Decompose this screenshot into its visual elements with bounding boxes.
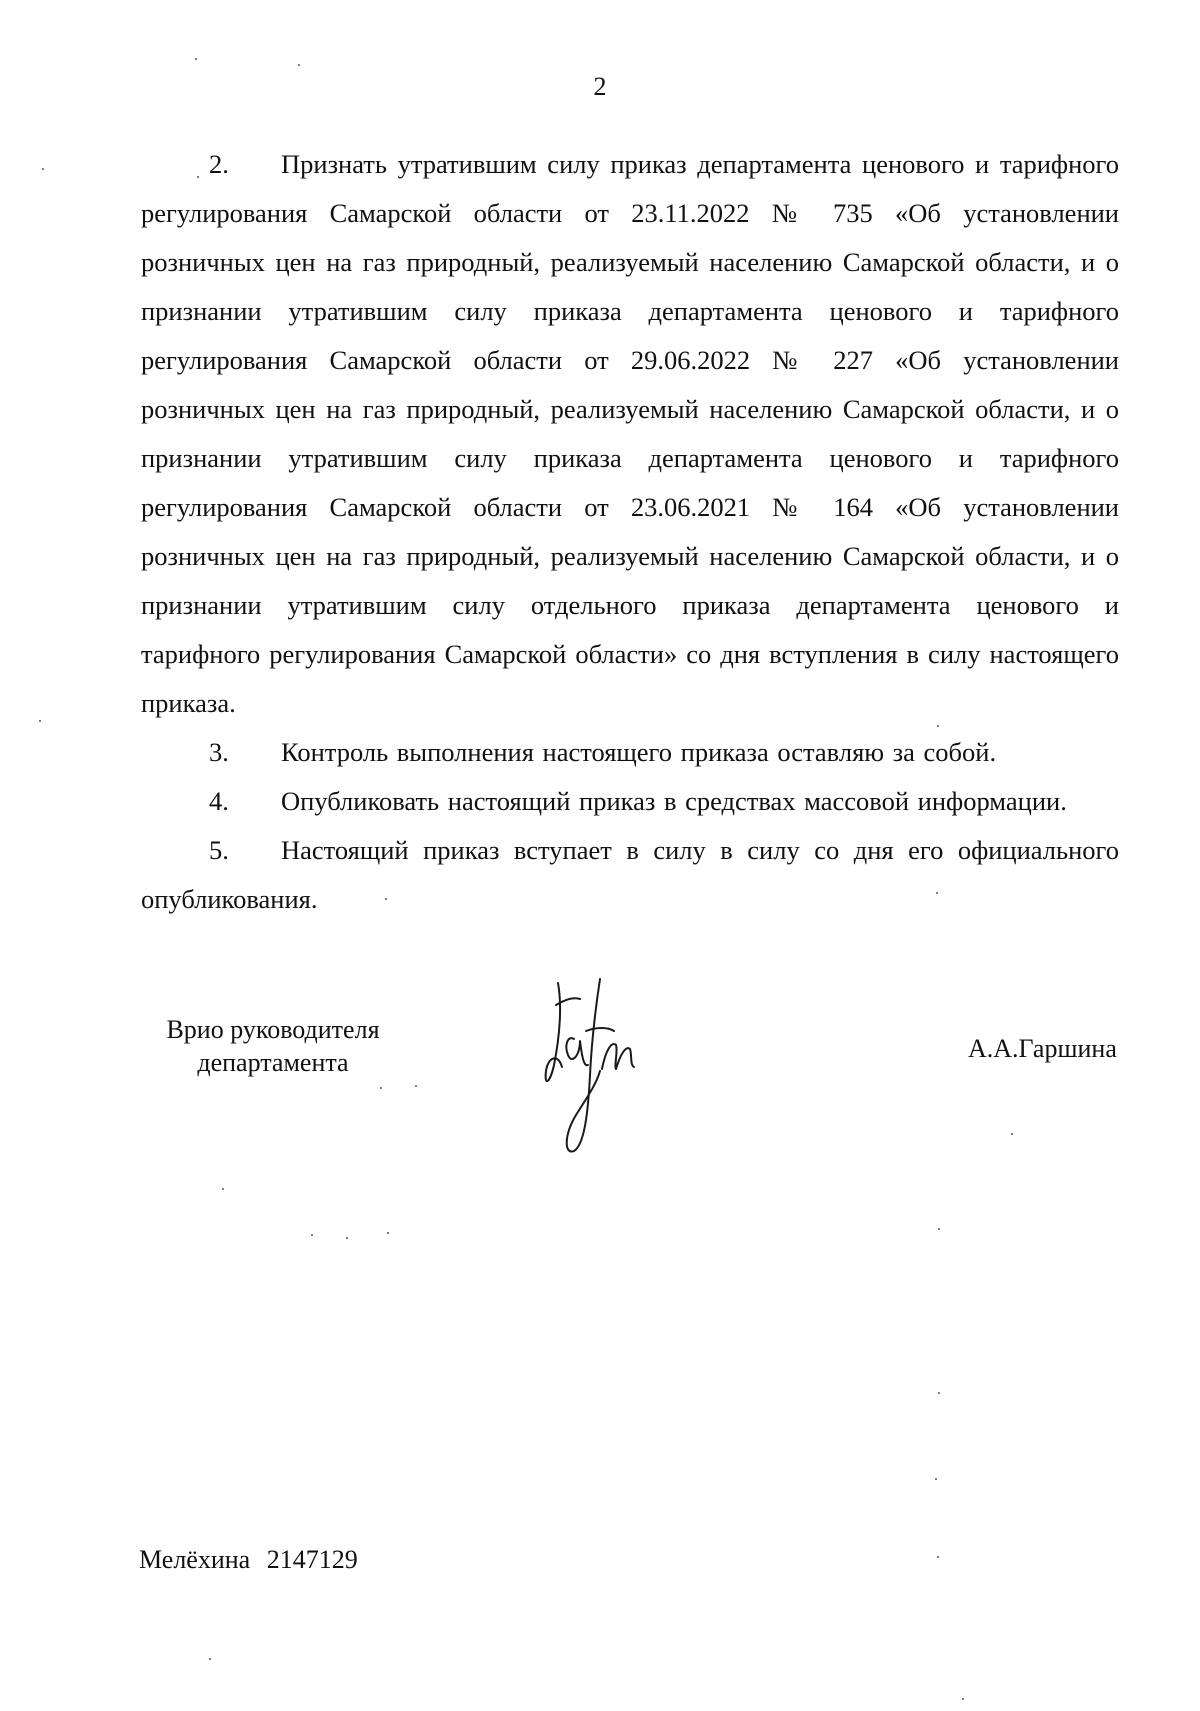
scan-speck	[385, 898, 387, 900]
scan-speck	[346, 1237, 348, 1239]
scan-speck	[415, 1085, 417, 1087]
paragraph-5	[141, 826, 1119, 924]
scan-speck	[962, 1698, 964, 1700]
scan-speck	[936, 892, 938, 894]
scan-speck	[311, 1234, 313, 1236]
paragraph-number: 3.	[209, 737, 229, 767]
scan-speck	[937, 725, 939, 727]
executor-contact	[139, 1545, 358, 1575]
scan-speck	[938, 1392, 940, 1394]
scan-speck	[197, 176, 199, 178]
scan-speck	[937, 1556, 939, 1558]
paragraph-text: Признать утратившим силу приказ департамента ценового и тарифного регулирования Самарской области от 23.11.2022 № 735 «Об установлении розничных цен на газ природный, реализуемый населению Самарской области, и о признании утратившим силу приказа департамента ценового и тарифного регулирования Самарской области от 29.06.2022 № 227 «Об установлении розничных цен на газ природный, реализуемый населению Самарской области, и о признании утратившим силу приказа департамента ценового и тарифного регулирования Самарской области от 23.06.2021 № 164 «Об установлении розничных цен на газ природный, реализуемый населению Самарской области, и о признании утратившим силу отдельного приказа департамента ценового и тарифного регулирования Самарской области» со дня вступления в силу настоящего приказа.	[141, 149, 1119, 718]
paragraph-text: Опубликовать настоящий приказ в средствах массовой информации.	[281, 786, 1067, 816]
signatory-title-line1: Врио руководителя	[166, 1015, 380, 1044]
signatory-title-line2: департамента	[197, 1048, 349, 1077]
scan-speck	[1011, 1133, 1013, 1135]
signatory-title	[148, 1013, 398, 1079]
paragraph-number: 2.	[209, 149, 229, 179]
scan-speck	[42, 168, 44, 170]
scan-speck	[195, 58, 197, 60]
signatory-name: А.А.Гаршина	[968, 1034, 1117, 1063]
page-number: 2	[593, 72, 607, 101]
scan-speck	[209, 1658, 211, 1660]
scan-speck	[380, 1087, 382, 1089]
scan-speck	[222, 1188, 224, 1190]
paragraph-3	[141, 728, 1119, 777]
paragraph-text: Контроль выполнения настоящего приказа оставляю за собой.	[281, 737, 997, 767]
scan-speck	[387, 1232, 389, 1234]
handwritten-signature	[540, 975, 660, 1175]
scan-speck	[938, 1228, 940, 1230]
scan-speck	[298, 64, 300, 66]
paragraph-text: Настоящий приказ вступает в силу в силу со дня его официального опубликования.	[141, 835, 1119, 914]
executor-phone: 2147129	[266, 1545, 358, 1574]
paragraph-number: 5.	[209, 835, 229, 865]
document-body	[141, 140, 1119, 924]
scan-speck	[39, 720, 41, 722]
paragraph-2	[141, 140, 1119, 728]
paragraph-4	[141, 777, 1119, 826]
executor-name: Мелёхина	[139, 1545, 251, 1574]
paragraph-number: 4.	[209, 786, 229, 816]
scan-speck	[935, 1478, 937, 1480]
